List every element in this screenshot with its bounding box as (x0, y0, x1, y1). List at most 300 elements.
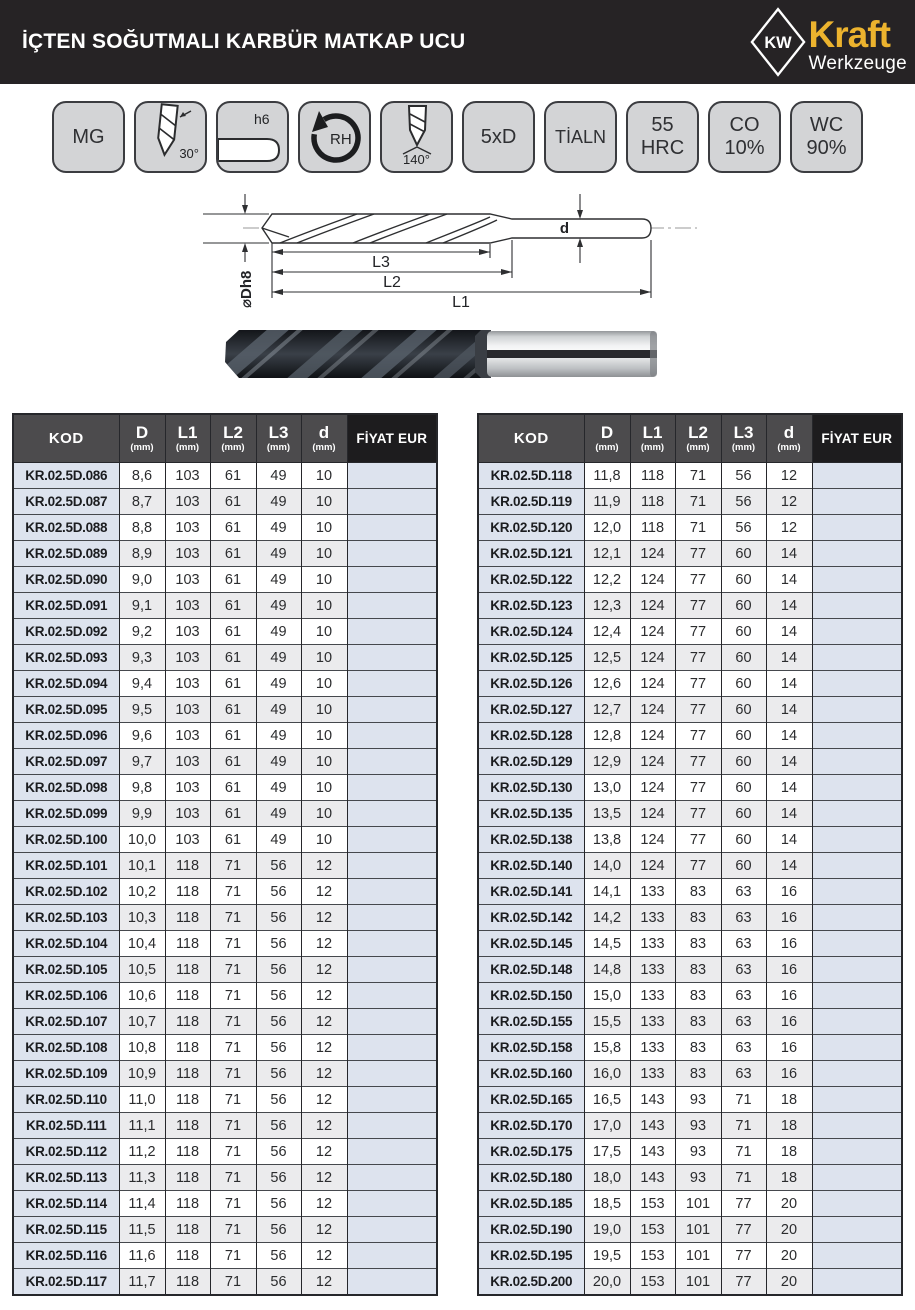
dimension-cell: 71 (210, 853, 256, 879)
spec-badge-row (52, 101, 863, 173)
dimension-cell: 14 (766, 645, 812, 671)
price-cell (812, 801, 902, 827)
svg-text:KW: KW (763, 33, 792, 52)
dimension-cell: 10,2 (119, 879, 165, 905)
price-cell (347, 1191, 437, 1217)
dimension-cell: 56 (256, 1191, 301, 1217)
dimension-cell: 16 (766, 905, 812, 931)
dimension-cell: 77 (721, 1269, 766, 1296)
product-code-cell: KR.02.5D.190 (478, 1217, 584, 1243)
dimension-cell: 61 (210, 723, 256, 749)
dimension-cell: 118 (165, 1087, 210, 1113)
dimension-cell: 18,0 (584, 1165, 630, 1191)
price-cell (812, 931, 902, 957)
badge-label: 30° (179, 146, 199, 161)
dimension-cell: 56 (256, 1009, 301, 1035)
price-cell (812, 1035, 902, 1061)
price-cell (347, 1139, 437, 1165)
price-cell (347, 645, 437, 671)
table-row (13, 853, 437, 879)
table-row (13, 931, 437, 957)
dimension-cell: 56 (256, 853, 301, 879)
dimension-cell: 71 (210, 1061, 256, 1087)
price-cell (347, 697, 437, 723)
dimension-cell: 12 (301, 1087, 347, 1113)
column-header-kod: KOD (13, 414, 119, 463)
dimension-cell: 12 (301, 1243, 347, 1269)
dimension-cell: 9,0 (119, 567, 165, 593)
dimension-cell: 20 (766, 1243, 812, 1269)
dimension-cell: 71 (210, 1113, 256, 1139)
dimension-cell: 60 (721, 541, 766, 567)
dimension-cell: 12,1 (584, 541, 630, 567)
length-dimensions (272, 240, 651, 298)
price-cell (812, 957, 902, 983)
l1-label: L1 (452, 294, 470, 311)
column-header-d: d (mm) (766, 414, 812, 463)
dimension-cell: 9,1 (119, 593, 165, 619)
dimension-cell: 124 (630, 567, 675, 593)
product-code-cell: KR.02.5D.087 (13, 489, 119, 515)
badge-point-angle (380, 101, 453, 173)
dimension-cell: 103 (165, 463, 210, 489)
dimension-cell: 19,0 (584, 1217, 630, 1243)
kw-diamond-icon (749, 5, 807, 84)
dimension-cell: 71 (721, 1113, 766, 1139)
table-row (478, 1061, 902, 1087)
dimension-cell: 118 (630, 463, 675, 489)
dimension-cell: 133 (630, 905, 675, 931)
table-row (13, 1113, 437, 1139)
dimension-cell: 63 (721, 905, 766, 931)
product-code-cell: KR.02.5D.105 (13, 957, 119, 983)
product-code-cell: KR.02.5D.142 (478, 905, 584, 931)
table-row (13, 1269, 437, 1296)
dimension-cell: 56 (256, 1243, 301, 1269)
price-cell (347, 1243, 437, 1269)
dimension-cell: 10 (301, 619, 347, 645)
table-row (13, 879, 437, 905)
badge-coating-tialn (544, 101, 617, 173)
dimension-cell: 77 (675, 671, 721, 697)
table-row (478, 1269, 902, 1296)
dimension-cell: 118 (630, 515, 675, 541)
dimension-cell: 153 (630, 1269, 675, 1296)
dimension-cell: 63 (721, 879, 766, 905)
dimension-cell: 16 (766, 957, 812, 983)
dimension-cell: 56 (721, 463, 766, 489)
product-code-cell: KR.02.5D.148 (478, 957, 584, 983)
price-cell (347, 827, 437, 853)
table-row (13, 1009, 437, 1035)
price-cell (812, 671, 902, 697)
dimension-cell: 10 (301, 567, 347, 593)
product-code-cell: KR.02.5D.128 (478, 723, 584, 749)
badge-shank-tolerance (216, 101, 289, 173)
product-code-cell: KR.02.5D.115 (13, 1217, 119, 1243)
price-cell (812, 1087, 902, 1113)
price-cell (347, 775, 437, 801)
dimension-cell: 18,5 (584, 1191, 630, 1217)
product-code-cell: KR.02.5D.155 (478, 1009, 584, 1035)
dimension-cell: 10 (301, 463, 347, 489)
dimension-cell: 60 (721, 801, 766, 827)
column-header-d: d (mm) (301, 414, 347, 463)
badge-label-2: 90% (806, 137, 847, 159)
dimension-cell: 61 (210, 463, 256, 489)
price-cell (812, 1243, 902, 1269)
dimension-cell: 77 (675, 541, 721, 567)
table-row (13, 983, 437, 1009)
price-cell (812, 879, 902, 905)
dimension-cell: 16 (766, 1009, 812, 1035)
product-code-cell: KR.02.5D.118 (478, 463, 584, 489)
dimension-cell: 103 (165, 801, 210, 827)
product-code-cell: KR.02.5D.106 (13, 983, 119, 1009)
dimension-cell: 10,6 (119, 983, 165, 1009)
price-cell (812, 775, 902, 801)
dimension-cell: 77 (675, 853, 721, 879)
price-cell (812, 1009, 902, 1035)
dimension-cell: 14 (766, 567, 812, 593)
dimension-cell: 49 (256, 827, 301, 853)
dimension-cell: 71 (721, 1087, 766, 1113)
product-code-cell: KR.02.5D.165 (478, 1087, 584, 1113)
price-cell (347, 1113, 437, 1139)
dimension-cell: 103 (165, 567, 210, 593)
dimension-cell: 60 (721, 827, 766, 853)
shank-diameter-label: d (559, 220, 569, 237)
dimension-cell: 71 (675, 489, 721, 515)
product-code-cell: KR.02.5D.125 (478, 645, 584, 671)
product-code-cell: KR.02.5D.116 (13, 1243, 119, 1269)
dimension-cell: 16 (766, 931, 812, 957)
dimension-cell: 143 (630, 1165, 675, 1191)
dimension-cell: 10 (301, 723, 347, 749)
table-row (478, 489, 902, 515)
price-cell (347, 723, 437, 749)
dimension-cell: 77 (675, 645, 721, 671)
dimension-cell: 56 (256, 1035, 301, 1061)
dimension-cell: 12 (766, 489, 812, 515)
dimension-cell: 71 (210, 1269, 256, 1296)
price-cell (347, 749, 437, 775)
product-code-cell: KR.02.5D.112 (13, 1139, 119, 1165)
column-header-d: D (mm) (119, 414, 165, 463)
brand-subtitle: Werkzeuge (808, 53, 907, 74)
product-code-cell: KR.02.5D.140 (478, 853, 584, 879)
dimension-cell: 60 (721, 749, 766, 775)
dimension-cell: 49 (256, 801, 301, 827)
dimension-cell: 133 (630, 983, 675, 1009)
product-code-cell: KR.02.5D.185 (478, 1191, 584, 1217)
dimension-cell: 77 (675, 775, 721, 801)
dimension-cell: 12 (301, 1113, 347, 1139)
dimension-cell: 10 (301, 749, 347, 775)
dimension-cell: 16,5 (584, 1087, 630, 1113)
dimension-cell: 71 (210, 1217, 256, 1243)
dimension-cell: 20,0 (584, 1269, 630, 1296)
dimension-cell: 124 (630, 619, 675, 645)
dimension-cell: 49 (256, 671, 301, 697)
dimension-cell: 8,7 (119, 489, 165, 515)
table-row (13, 1035, 437, 1061)
dimension-cell: 56 (256, 1139, 301, 1165)
dimension-cell: 60 (721, 645, 766, 671)
dimension-cell: 118 (165, 1035, 210, 1061)
badge-label: CO (729, 114, 760, 136)
dimension-cell: 12,2 (584, 567, 630, 593)
product-code-cell: KR.02.5D.093 (13, 645, 119, 671)
dimension-cell: 16 (766, 879, 812, 905)
dimension-cell: 12,6 (584, 671, 630, 697)
dimension-cell: 10 (301, 697, 347, 723)
price-cell (347, 619, 437, 645)
price-cell (812, 697, 902, 723)
dimension-cell: 71 (210, 1165, 256, 1191)
table-row (13, 1061, 437, 1087)
product-code-cell: KR.02.5D.099 (13, 801, 119, 827)
dimension-cell: 71 (721, 1165, 766, 1191)
dimension-cell: 56 (256, 1165, 301, 1191)
dimension-cell: 56 (721, 515, 766, 541)
price-cell (812, 489, 902, 515)
product-code-cell: KR.02.5D.108 (13, 1035, 119, 1061)
badge-label: WC (809, 114, 844, 136)
dimension-cell: 61 (210, 541, 256, 567)
dimension-cell: 60 (721, 775, 766, 801)
diameter-label: ⌀Dh8 (238, 270, 255, 308)
product-code-cell: KR.02.5D.170 (478, 1113, 584, 1139)
dimension-cell: 133 (630, 879, 675, 905)
table-row (13, 827, 437, 853)
price-cell (347, 671, 437, 697)
product-code-cell: KR.02.5D.096 (13, 723, 119, 749)
dimension-cell: 10 (301, 801, 347, 827)
dimension-cell: 12 (301, 1061, 347, 1087)
dimension-cell: 10,9 (119, 1061, 165, 1087)
dimension-cell: 18 (766, 1165, 812, 1191)
price-cell (347, 1009, 437, 1035)
table-row (13, 905, 437, 931)
dimension-cell: 14 (766, 775, 812, 801)
dimension-cell: 12,8 (584, 723, 630, 749)
dimension-cell: 11,1 (119, 1113, 165, 1139)
dimension-cell: 14 (766, 853, 812, 879)
price-cell (812, 1217, 902, 1243)
dimension-cell: 16 (766, 983, 812, 1009)
table-row (13, 957, 437, 983)
dimension-cell: 56 (256, 1113, 301, 1139)
dimension-cell: 60 (721, 593, 766, 619)
product-code-cell: KR.02.5D.110 (13, 1087, 119, 1113)
table-row (13, 1243, 437, 1269)
dimension-cell: 14 (766, 749, 812, 775)
dimension-cell: 11,0 (119, 1087, 165, 1113)
table-row (478, 905, 902, 931)
dimension-cell: 10 (301, 775, 347, 801)
dimension-cell: 10 (301, 645, 347, 671)
product-code-cell: KR.02.5D.092 (13, 619, 119, 645)
table-row (478, 1009, 902, 1035)
price-cell (812, 853, 902, 879)
price-cell (347, 463, 437, 489)
table-row (13, 801, 437, 827)
table-row (13, 1165, 437, 1191)
product-code-cell: KR.02.5D.124 (478, 619, 584, 645)
dimension-cell: 71 (675, 515, 721, 541)
shank-end (650, 331, 657, 377)
product-code-cell: KR.02.5D.111 (13, 1113, 119, 1139)
dimension-cell: 124 (630, 697, 675, 723)
dimension-cell: 49 (256, 567, 301, 593)
dimension-diagram (185, 186, 715, 314)
column-header-l1: L1 (mm) (165, 414, 210, 463)
dimension-cell: 14 (766, 541, 812, 567)
dimension-cell: 14 (766, 671, 812, 697)
dimension-cell: 71 (210, 931, 256, 957)
table-row (13, 515, 437, 541)
dimension-cell: 71 (210, 905, 256, 931)
diameter-dimension (203, 194, 269, 262)
dimension-cell: 153 (630, 1217, 675, 1243)
table-row (478, 567, 902, 593)
table-row (478, 645, 902, 671)
dimension-cell: 10,3 (119, 905, 165, 931)
product-code-cell: KR.02.5D.126 (478, 671, 584, 697)
dimension-cell: 12,9 (584, 749, 630, 775)
dimension-cell: 83 (675, 879, 721, 905)
dimension-cell: 71 (210, 1009, 256, 1035)
dimension-cell: 13,8 (584, 827, 630, 853)
dimension-cell: 103 (165, 749, 210, 775)
dimension-cell: 14 (766, 723, 812, 749)
table-row (478, 775, 902, 801)
dimension-cell: 56 (256, 1061, 301, 1087)
price-cell (812, 1061, 902, 1087)
dimension-cell: 15,0 (584, 983, 630, 1009)
dimension-cell: 8,6 (119, 463, 165, 489)
price-cell (347, 1269, 437, 1296)
product-code-cell: KR.02.5D.094 (13, 671, 119, 697)
dimension-cell: 61 (210, 671, 256, 697)
dimension-cell: 18 (766, 1113, 812, 1139)
dimension-cell: 12 (301, 879, 347, 905)
dimension-cell: 71 (210, 879, 256, 905)
dimension-cell: 12 (301, 1191, 347, 1217)
table-row (478, 463, 902, 489)
table-row (13, 697, 437, 723)
table-row (13, 671, 437, 697)
table-row (478, 1217, 902, 1243)
price-cell (347, 1087, 437, 1113)
price-cell (347, 983, 437, 1009)
dimension-cell: 11,3 (119, 1165, 165, 1191)
dimension-cell: 56 (721, 489, 766, 515)
dimension-cell: 10,7 (119, 1009, 165, 1035)
badge-label: RH (330, 131, 352, 148)
product-code-cell: KR.02.5D.088 (13, 515, 119, 541)
dimension-cell: 8,9 (119, 541, 165, 567)
dimension-cell: 63 (721, 931, 766, 957)
product-code-cell: KR.02.5D.123 (478, 593, 584, 619)
price-cell (347, 1165, 437, 1191)
dimension-cell: 77 (721, 1217, 766, 1243)
brand-text (809, 16, 907, 73)
dimension-cell: 12 (301, 1269, 347, 1296)
table-row (13, 1139, 437, 1165)
dimension-cell: 63 (721, 957, 766, 983)
dimension-cell: 49 (256, 515, 301, 541)
badge-length-ratio (462, 101, 535, 173)
dimension-cell: 12,5 (584, 645, 630, 671)
dimension-cell: 61 (210, 775, 256, 801)
dimension-cell: 143 (630, 1113, 675, 1139)
dimension-cell: 60 (721, 671, 766, 697)
dimension-cell: 71 (675, 463, 721, 489)
product-code-cell: KR.02.5D.100 (13, 827, 119, 853)
dimension-cell: 71 (210, 957, 256, 983)
product-code-cell: KR.02.5D.145 (478, 931, 584, 957)
dimension-cell: 20 (766, 1217, 812, 1243)
table-row (13, 567, 437, 593)
badge-label-2: HRC (640, 137, 685, 159)
price-cell (347, 801, 437, 827)
dimension-cell: 15,8 (584, 1035, 630, 1061)
product-code-cell: KR.02.5D.138 (478, 827, 584, 853)
column-header-l3: L3 (mm) (721, 414, 766, 463)
dimension-cell: 10 (301, 593, 347, 619)
table-row (478, 801, 902, 827)
product-code-cell: KR.02.5D.130 (478, 775, 584, 801)
product-code-cell: KR.02.5D.150 (478, 983, 584, 1009)
price-cell (347, 879, 437, 905)
table-row (478, 671, 902, 697)
dimension-cell: 49 (256, 593, 301, 619)
badge-rotation-rh (298, 101, 371, 173)
dimension-cell: 83 (675, 1035, 721, 1061)
dimension-cell: 11,4 (119, 1191, 165, 1217)
dimension-cell: 12 (766, 515, 812, 541)
dimension-cell: 60 (721, 619, 766, 645)
table-row (478, 541, 902, 567)
dimension-cell: 83 (675, 931, 721, 957)
dimension-cell: 11,7 (119, 1269, 165, 1296)
product-code-cell: KR.02.5D.200 (478, 1269, 584, 1296)
dimension-cell: 133 (630, 1035, 675, 1061)
table-row (478, 1035, 902, 1061)
dimension-cell: 8,8 (119, 515, 165, 541)
dimension-cell: 11,2 (119, 1139, 165, 1165)
l2-label: L2 (383, 274, 401, 291)
dimension-cell: 83 (675, 905, 721, 931)
dimension-cell: 83 (675, 957, 721, 983)
dimension-cell: 103 (165, 723, 210, 749)
dimension-cell: 118 (165, 1113, 210, 1139)
dimension-cell: 12 (301, 957, 347, 983)
dimension-cell: 118 (165, 1269, 210, 1296)
column-header-l2: L2 (mm) (675, 414, 721, 463)
price-cell (812, 1113, 902, 1139)
dimension-cell: 77 (675, 801, 721, 827)
dimension-cell: 61 (210, 749, 256, 775)
price-table-left (12, 413, 438, 1296)
column-header-l3: L3 (mm) (256, 414, 301, 463)
table-row (478, 1165, 902, 1191)
dimension-cell: 83 (675, 1009, 721, 1035)
dimension-cell: 61 (210, 827, 256, 853)
dimension-cell: 12 (301, 1165, 347, 1191)
